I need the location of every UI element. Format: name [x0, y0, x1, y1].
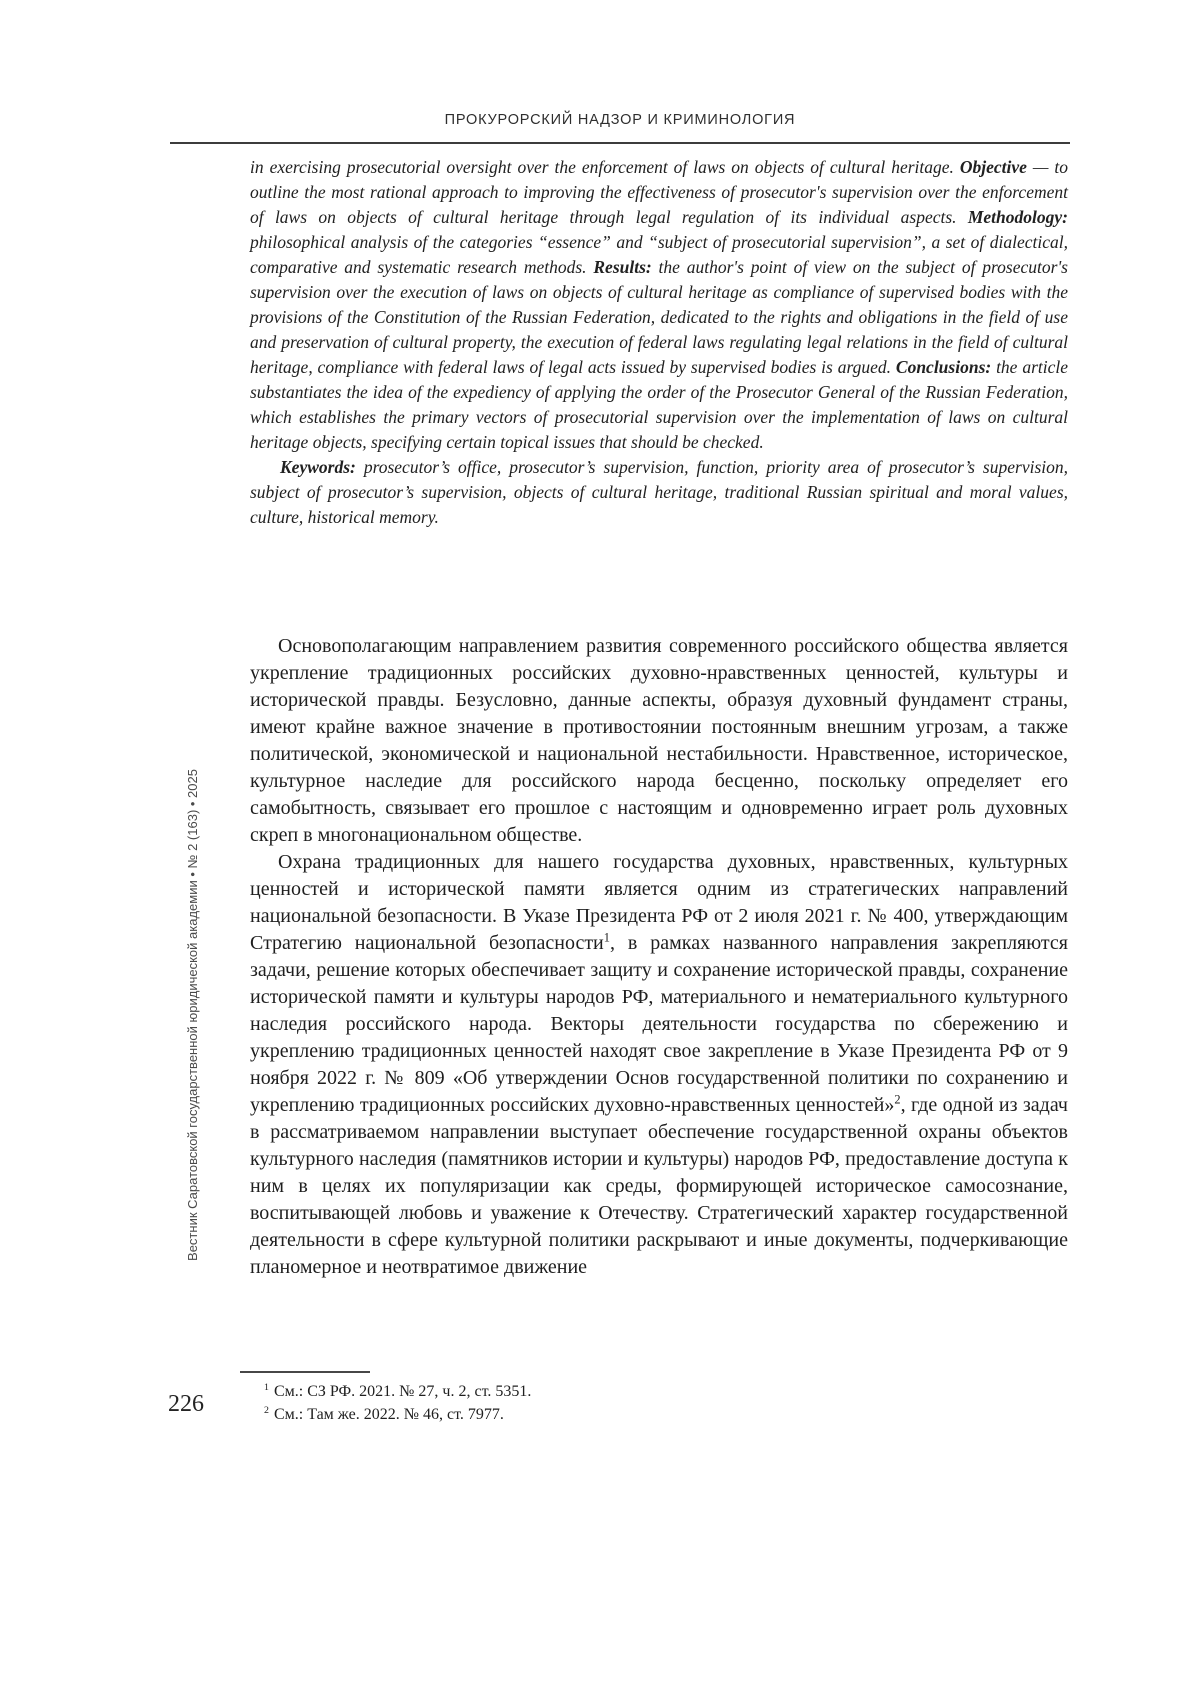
footnote-rule-divider — [240, 1371, 370, 1373]
footnote-1-text: См.: СЗ РФ. 2021. № 27, ч. 2, ст. 5351. — [273, 1383, 532, 1400]
footnotes-block — [240, 1371, 1068, 1426]
article-body — [250, 633, 1068, 1281]
abstract-block — [250, 155, 1068, 530]
running-head: ПРОКУРОРСКИЙ НАДЗОР И КРИМИНОЛОГИЯ — [444, 112, 796, 128]
header-rule-divider — [170, 142, 1070, 144]
abstract-paragraph: in exercising prosecutorial oversight over the enforcement of laws on objects of cultural heritage. Objective — to outline the most rational approach to improving the effectiveness of prosecutor's supervision over the enforcement of laws on objects of cultural heritage through legal regulation of its individual aspects. Methodology: philosophical analysis of the categories “essence” and “subject of prosecutorial supervision”, a set of dialectical, comparative and systematic research methods. Results: the author's point of view on the subject of prosecutor's supervision over the execution of laws on objects of cultural heritage as compliance of supervised bodies with the provisions of the Constitution of the Russian Federation, dedicated to the rights and obligations in the field of use and preservation of cultural property, the execution of federal laws regulating legal relations in the field of cultural heritage, compliance with federal laws of legal acts issued by supervised bodies is argued. Conclusions: the article substantiates the idea of the expediency of applying the order of the Prosecutor General of the Russian Federation, which establishes the primary vectors of prosecutorial supervision over the implementation of laws on cultural heritage objects, specifying certain topical issues that should be checked. — [250, 157, 1068, 452]
footnote-2-text: См.: Там же. 2022. № 46, ст. 7977. — [273, 1406, 504, 1423]
footnote-1-marker: 1 — [264, 1381, 269, 1393]
body-paragraph-1: Основополагающим направлением развития современного российского общества является укрепление традиционных российских духовно-нравственных ценностей, культуры и исторической правды. Безусловно, данные аспекты, образуя духовный фундамент страны, имеют крайне важное значение в противостоянии постоянным внешним угрозам, а также политической, экономической и национальной нестабильности. Нравственное, историческое, культурное наследие для российского народа бесценно, поскольку определяет его самобытность, связывает его прошлое с настоящим и одновременно играет роль духовных скреп в многонациональном обществе. — [250, 635, 1068, 846]
body-paragraph-2: Охрана традиционных для нашего государства духовных, нравственных, культурных ценностей и исторической памяти является одним из стратегических направлений национальной безопасности. В Указе Президента РФ от 2 июля 2021 г. № 400, утверждающим Стратегию национальной безопасности$^1$, в рамках названного направления закрепляются задачи, решение которых обеспечивает защиту и сохранение исторической правды, сохранение исторической памяти и культуры народов РФ, материального и нематериального культурного наследия российского народа. Векторы деятельности государства по сбережению и укреплению традиционных ценностей находят свое закрепление в Указе Президента РФ от 9 ноября 2022 г. № 809 «Об утверждении Основ государственной политики по сохранению и укреплению традиционных российских духовно-нравственных ценностей»$^2$, где одной из задач в рассматриваемом направлении выступает обеспечение государственной охраны объектов культурного наследия (памятников истории и культуры) народов РФ, предоставление доступа к ним в целях их популяризации как среды, формирующей историческое самосознание, воспитывающей любовь и уважение к Отечеству. Стратегический характер государственной деятельности в сфере культурной политики раскрывают и иные документы, подчеркивающие планомерное и неотвратимое движение — [250, 851, 1068, 1278]
footnote-1 — [240, 1380, 1068, 1403]
journal-title-vertical: Вестник Саратовской государственной юридической академии • № 2 (163) • 2025 — [185, 769, 200, 1261]
footnote-2-marker: 2 — [264, 1404, 269, 1416]
keywords-paragraph: Keywords: prosecutor’s office, prosecutor’s supervision, function, priority area of prosecutor’s supervision, subject of prosecutor’s supervision, objects of cultural heritage, traditional Russian spiritual and moral values, culture, historical memory. — [250, 457, 1068, 527]
footnote-2 — [240, 1403, 1068, 1426]
page-number: 226 — [168, 1391, 204, 1417]
